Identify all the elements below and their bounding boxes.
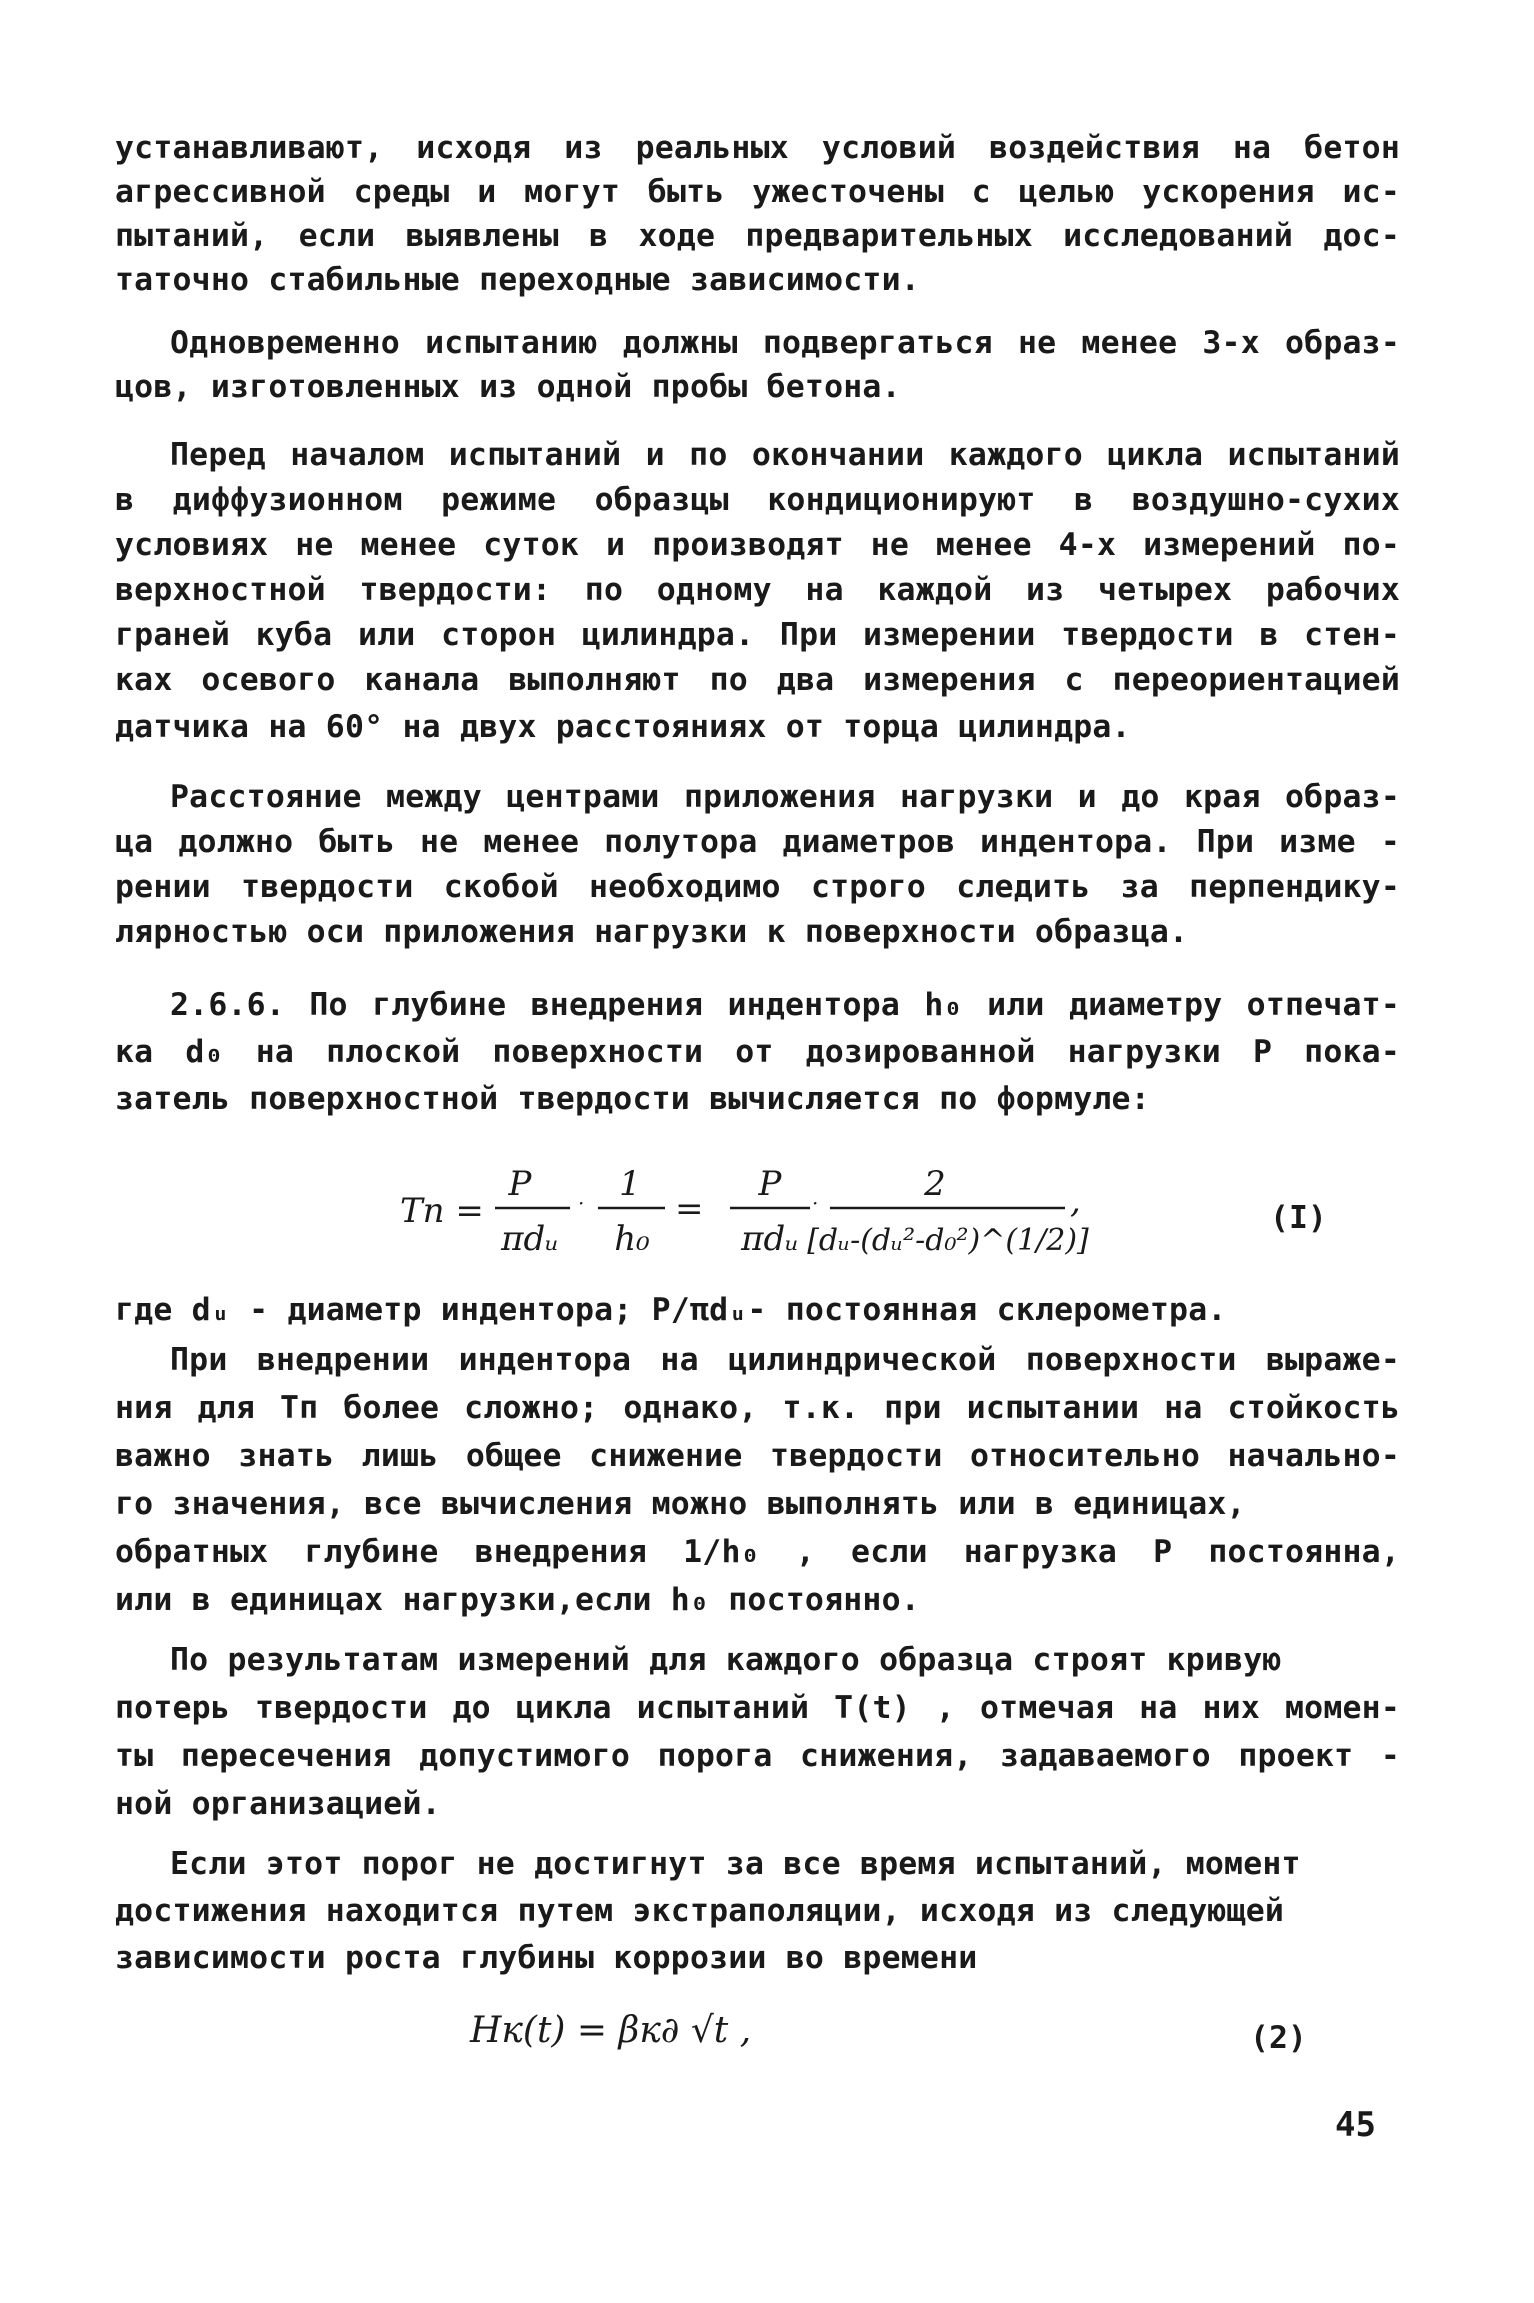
text-line: условиях не менее суток и производят не менее 4-х измерений по- [115,527,1400,563]
text-line: ной организацией. [115,1786,441,1822]
equation-number-2: (2) [1250,2020,1307,2056]
svg-text:,: , [1070,1181,1081,1221]
equation-number-1: (I) [1270,1200,1327,1236]
svg-text:=: = [675,1189,704,1229]
svg-text:·: · [812,1191,819,1215]
text-line: ты пересечения допустимого порога снижения, задаваемого проект - [115,1738,1400,1774]
text-line: затель поверхностной твердости вычисляется по формуле: [115,1081,1150,1117]
page-number: 45 [1335,2105,1376,2145]
where-line: где dᵤ - диаметр индентора; P/πdᵤ- постоянная склерометра. [115,1292,1227,1328]
text-line: Одновременно испытанию должны подвергаться не менее 3-х образ- [170,325,1400,361]
text-line: 2.6.6. По глубине внедрения индентора h₀ или диаметру отпечат- [170,987,1400,1023]
text-line: ках осевого канала выполняют по два измерения с переориентацией [115,662,1400,698]
text-line: датчика на 60° на двух расстояниях от торца цилиндра. [115,709,1131,745]
text-line: ца должно быть не менее полутора диаметров индентора. При изме - [115,824,1400,860]
text-line: агрессивной среды и могут быть ужесточены с целью ускорения ис- [115,174,1400,210]
text-line: таточно стабильные переходные зависимости. [115,262,920,298]
formula-frac4-den: [dᵤ-(dᵤ²-d₀²)^(1/2)] [807,1223,1089,1258]
text-line: По результатам измерений для каждого образца строят кривую [170,1642,1282,1678]
text-line: в диффузионном режиме образцы кондиционируют в воздушно-сухих [115,482,1400,518]
text-line: Перед началом испытаний и по окончании каждого цикла испытаний [170,437,1400,473]
formula-frac3-den: πdᵤ [741,1219,799,1259]
text-line: Расстояние между центрами приложения нагрузки и до края образ- [170,779,1400,815]
text-line: го значения, все вычисления можно выполнять или в единицах, [115,1486,1246,1522]
text-line: устанавливают, исходя из реальных условий воздействия на бетон [115,130,1400,166]
text-line: Если этот порог не достигнут за все время испытаний, момент [170,1846,1301,1882]
text-line: ния для Tп более сложно; однако, т.к. при испытании на стойкость [115,1390,1400,1426]
svg-text:·: · [578,1191,585,1215]
text-line: верхностной твердости: по одному на каждой из четырех рабочих [115,572,1400,608]
text-line: или в единицах нагрузки,если h₀ постоянно. [115,1582,920,1618]
text-line: цов, изготовленных из одной пробы бетона. [115,369,901,405]
text-line: рении твердости скобой необходимо строго следить за перпендику- [115,869,1400,905]
formula-2: Hк(t) = βк∂ √t , [470,2010,752,2051]
formula-frac2-den: h₀ [614,1219,650,1259]
formula-lhs: Tп = [400,1191,484,1231]
text-line: обратных глубине внедрения 1/h₀ , если нагрузка P постоянна, [115,1534,1400,1570]
text-line: зависимости роста глубины коррозии во времени [115,1940,978,1976]
formula-frac2-num: 1 [619,1164,641,1204]
text-line: лярностью оси приложения нагрузки к поверхности образца. [115,914,1189,950]
formula-1 [400,1150,1280,1270]
text-line: пытаний, если выявлены в ходе предварительных исследований дос- [115,218,1400,254]
formula-frac1-den: πdᵤ [501,1219,559,1259]
text-line: граней куба или сторон цилиндра. При измерении твердости в стен- [115,617,1400,653]
text-line: При внедрении индентора на цилиндрической поверхности выраже- [170,1342,1400,1378]
text-line: достижения находится путем экстраполяции, исходя из следующей [115,1893,1285,1929]
formula-frac4-num: 2 [924,1164,946,1204]
formula-frac3-num: P [758,1164,782,1204]
formula-frac1-num: P [508,1164,532,1204]
text-line: потерь твердости до цикла испытаний T(t) , отмечая на них момен- [115,1690,1400,1726]
text-line: ка d₀ на плоской поверхности от дозированной нагрузки P пока- [115,1034,1400,1070]
text-line: важно знать лишь общее снижение твердости относительно начально- [115,1438,1400,1474]
